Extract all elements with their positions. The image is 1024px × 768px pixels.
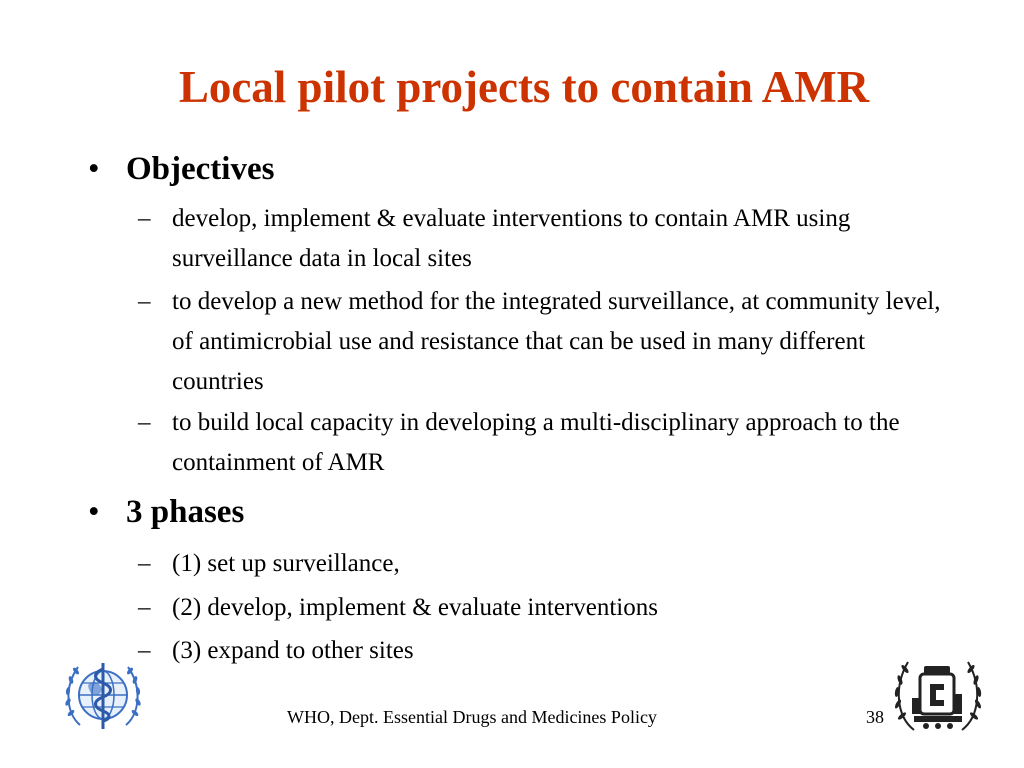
edm-emblem-icon [890,652,986,738]
dash-marker: – [138,594,151,621]
bullet-marker: • [88,494,100,530]
dash-marker: – [138,550,151,577]
sub-item-text: to develop a new method for the integrated surveillance, at community level, of antimicrobial use and resistance that can be used in many different countries [172,288,941,395]
page-number: 38 [866,707,884,727]
who-emblem-icon [58,655,148,735]
sub-item-text: to build local capacity in developing a multi-disciplinary approach to the containment of AMR [172,409,900,476]
bullet-marker: • [88,151,100,187]
dash-marker: – [138,637,151,664]
sub-item-text: develop, implement & evaluate interventions to contain AMR using surveillance data in local sites [172,205,851,272]
sub-item-text: (2) develop, implement & evaluate interventions [172,594,658,621]
slide-title: Local pilot projects to contain AMR [178,62,870,112]
footer-text: WHO, Dept. Essential Drugs and Medicines Policy [287,707,657,727]
dash-marker: – [138,205,151,232]
dash-marker: – [138,409,151,436]
sub-item-text: (1) set up surveillance, [172,550,400,577]
sub-item-text: (3) expand to other sites [172,637,414,664]
dash-marker: – [138,288,151,315]
bullet-heading: Objectives [126,151,275,187]
bullet-heading: 3 phases [126,494,245,530]
